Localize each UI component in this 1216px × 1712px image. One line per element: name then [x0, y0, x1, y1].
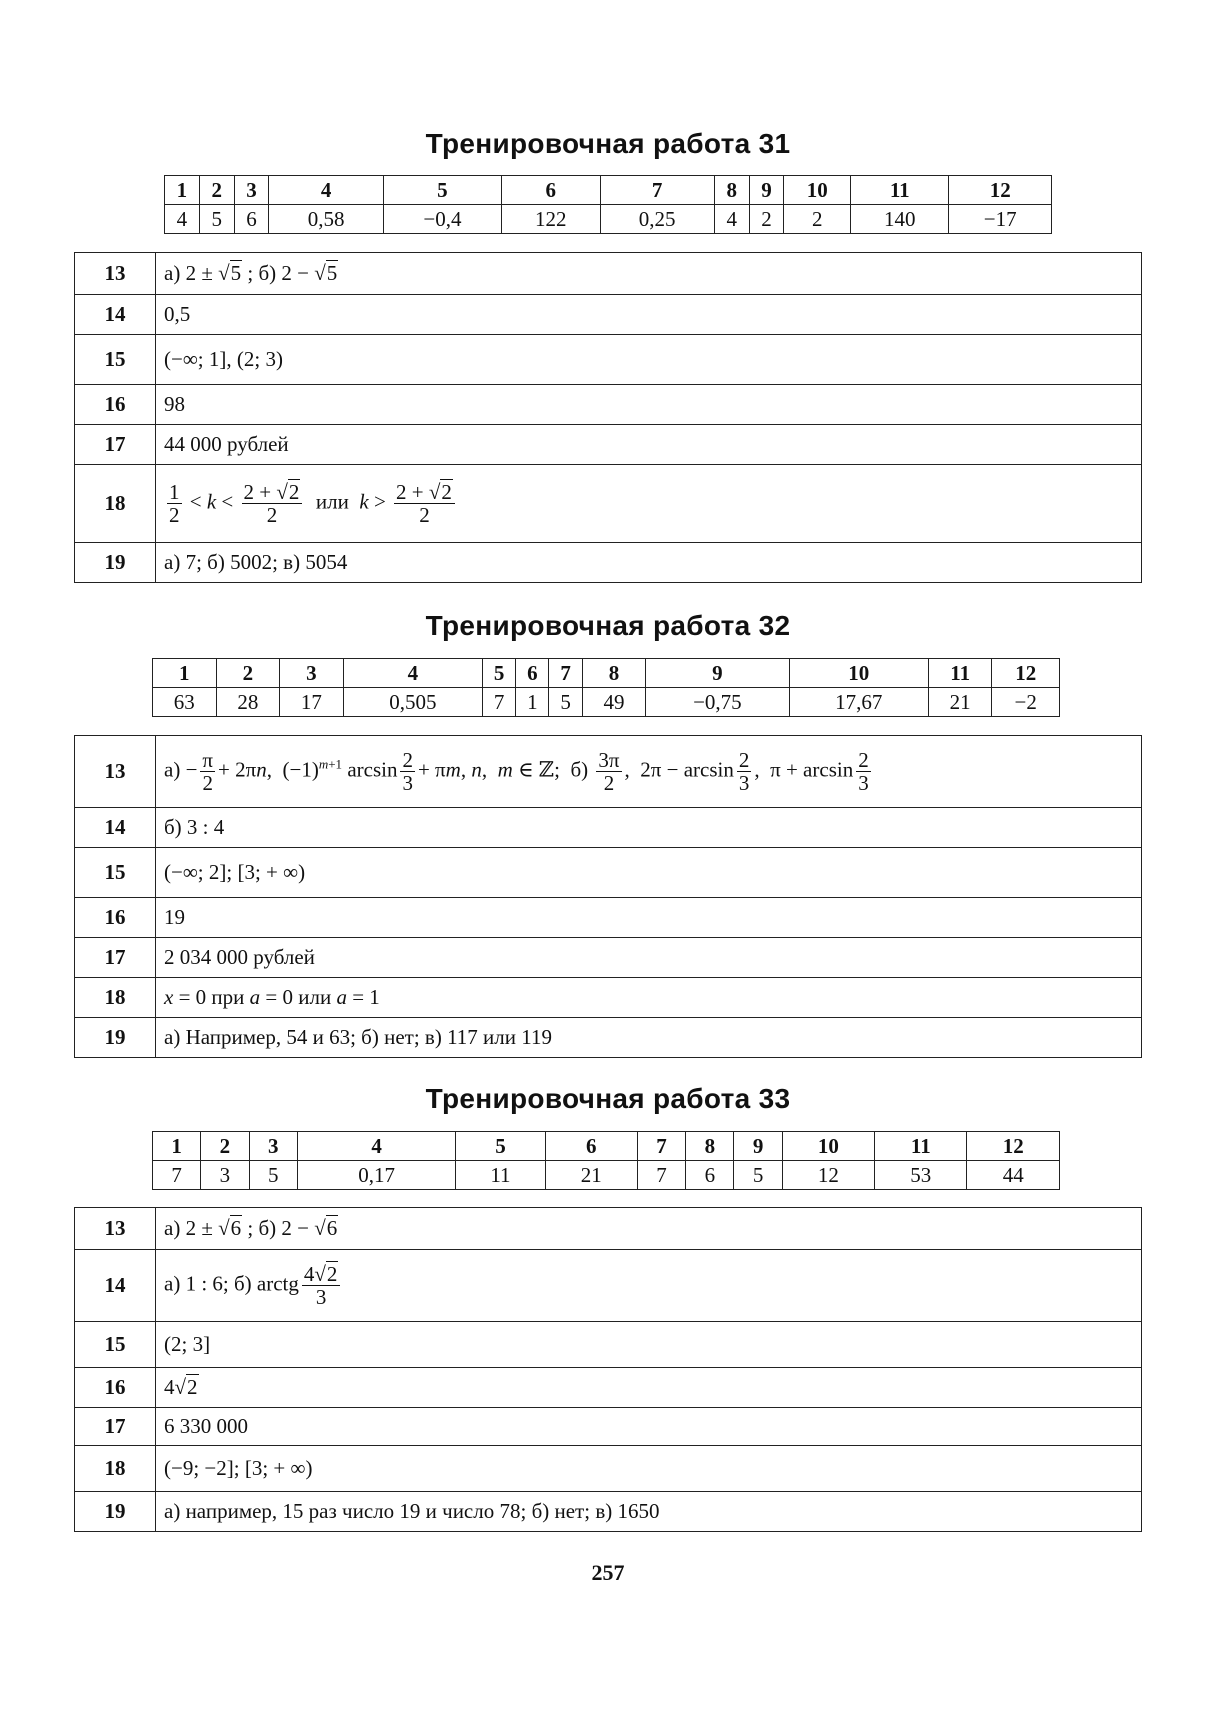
task-answer: б) 3 : 4 — [156, 808, 1142, 848]
header-cell: 2 — [199, 176, 234, 205]
task-number: 19 — [75, 1018, 156, 1058]
answer-cell: −17 — [949, 205, 1052, 234]
answer-cell: 5 — [249, 1161, 297, 1190]
task-answer: 98 — [156, 385, 1142, 425]
task-number: 17 — [75, 425, 156, 465]
answer-cell: 28 — [216, 688, 280, 717]
table-row — [75, 1368, 1142, 1408]
task-number: 15 — [75, 335, 156, 385]
table-row — [75, 385, 1142, 425]
task-answer: x = 0 при a = 0 или a = 1 — [156, 978, 1142, 1018]
table-row — [75, 1018, 1142, 1058]
answer-cell: 4 — [714, 205, 749, 234]
answer-cell: 49 — [582, 688, 646, 717]
table-row — [75, 978, 1142, 1018]
table-row — [75, 938, 1142, 978]
task-answer: а) Например, 54 и 63; б) нет; в) 117 или 119 — [156, 1018, 1142, 1058]
task-number: 13 — [75, 736, 156, 808]
table-row — [75, 736, 1142, 808]
answer-cell: 2 — [749, 205, 784, 234]
task-answer: 44 000 рублей — [156, 425, 1142, 465]
header-cell: 1 — [153, 659, 217, 688]
header-cell: 11 — [875, 1132, 967, 1161]
task-answer: (2; 3] — [156, 1322, 1142, 1368]
work-32-long-table — [74, 735, 1142, 1058]
answer-cell: 0,58 — [269, 205, 383, 234]
header-cell: 8 — [686, 1132, 734, 1161]
answer-cell: 11 — [456, 1161, 545, 1190]
work-31-long-table — [74, 252, 1142, 583]
header-cell: 2 — [201, 1132, 249, 1161]
header-cell: 4 — [269, 176, 383, 205]
header-cell: 3 — [249, 1132, 297, 1161]
task-number: 17 — [75, 1408, 156, 1446]
answer-cell: 6 — [686, 1161, 734, 1190]
header-cell: 8 — [582, 659, 646, 688]
task-number: 18 — [75, 1446, 156, 1492]
task-answer: а) 2 ± √5 ; б) 2 − √5 — [156, 253, 1142, 295]
answer-cell: 0,17 — [297, 1161, 456, 1190]
task-number: 19 — [75, 1492, 156, 1532]
answer-cell: −2 — [992, 688, 1060, 717]
answer-cell: 0,505 — [343, 688, 482, 717]
header-cell: 4 — [343, 659, 482, 688]
answer-cell: 2 — [784, 205, 851, 234]
header-cell: 5 — [383, 176, 501, 205]
answer-cell: 44 — [967, 1161, 1060, 1190]
task-number: 18 — [75, 978, 156, 1018]
task-answer: а) 7; б) 5002; в) 5054 — [156, 543, 1142, 583]
header-cell: 5 — [456, 1132, 545, 1161]
task-number: 18 — [75, 465, 156, 543]
task-number: 14 — [75, 295, 156, 335]
table-row — [75, 808, 1142, 848]
answer-cell: 21 — [545, 1161, 637, 1190]
header-cell: 9 — [749, 176, 784, 205]
header-cell: 3 — [234, 176, 269, 205]
header-cell: 3 — [280, 659, 344, 688]
task-answer: 6 330 000 — [156, 1408, 1142, 1446]
answer-cell: −0,4 — [383, 205, 501, 234]
table-row — [75, 465, 1142, 543]
table-row — [75, 1322, 1142, 1368]
task-number: 14 — [75, 808, 156, 848]
task-number: 16 — [75, 1368, 156, 1408]
header-cell: 12 — [992, 659, 1060, 688]
header-cell: 11 — [851, 176, 949, 205]
task-answer: (−∞; 1], (2; 3) — [156, 335, 1142, 385]
task-answer: 4√2 — [156, 1368, 1142, 1408]
header-cell: 2 — [216, 659, 280, 688]
table-row — [75, 848, 1142, 898]
header-cell: 9 — [734, 1132, 782, 1161]
header-cell: 9 — [646, 659, 789, 688]
task-number: 15 — [75, 1322, 156, 1368]
work-33-long-table — [74, 1207, 1142, 1532]
task-number: 13 — [75, 253, 156, 295]
table-row — [75, 898, 1142, 938]
answer-cell: 7 — [153, 1161, 201, 1190]
header-cell: 12 — [967, 1132, 1060, 1161]
answer-cell: 12 — [782, 1161, 874, 1190]
header-cell: 1 — [153, 1132, 201, 1161]
header-cell: 10 — [784, 176, 851, 205]
task-answer: а) 2 ± √6 ; б) 2 − √6 — [156, 1208, 1142, 1250]
task-answer: 0,5 — [156, 295, 1142, 335]
table-row — [75, 1446, 1142, 1492]
header-cell: 10 — [789, 659, 928, 688]
table-row — [75, 1208, 1142, 1250]
table-row — [75, 1492, 1142, 1532]
answer-cell: 122 — [502, 205, 600, 234]
header-cell: 1 — [165, 176, 200, 205]
task-answer: (−∞; 2]; [3; + ∞) — [156, 848, 1142, 898]
task-answer: $\frac{1}{2}$ < k < $\frac{2 + √2}{2}$ или k > $\frac{2 + √2}{2}$ — [156, 465, 1142, 543]
answer-cell: 17 — [280, 688, 344, 717]
table-row — [75, 335, 1142, 385]
task-number: 16 — [75, 385, 156, 425]
header-cell: 4 — [297, 1132, 456, 1161]
table-row — [75, 1408, 1142, 1446]
header-cell: 10 — [782, 1132, 874, 1161]
work-33-short-table — [152, 1131, 1060, 1190]
header-cell: 6 — [502, 176, 600, 205]
answer-cell: 7 — [483, 688, 516, 717]
page-number: 257 — [591, 1560, 625, 1585]
answer-cell: 1 — [516, 688, 549, 717]
header-cell: 5 — [483, 659, 516, 688]
table-row — [75, 543, 1142, 583]
header-cell: 8 — [714, 176, 749, 205]
task-answer: а) − $\frac{\pi}{2}$ + 2πn, $(-1)^{m+1}$ arcsin $\frac{2}{3}$ + πm, n, m ∈ ℤ; б) $\frac{3\pi}{2}$ , 2π − arcsin $\frac{2}{3}$ , π + arcsin $\frac{2}{3}$ — [156, 736, 1142, 808]
answer-cell: 7 — [637, 1161, 685, 1190]
answer-cell: 140 — [851, 205, 949, 234]
table-row — [75, 1250, 1142, 1322]
answer-cell: −0,75 — [646, 688, 789, 717]
table-row — [75, 295, 1142, 335]
task-number: 14 — [75, 1250, 156, 1322]
answer-cell: 0,25 — [600, 205, 714, 234]
task-number: 15 — [75, 848, 156, 898]
answer-cell: 53 — [875, 1161, 967, 1190]
task-answer: 19 — [156, 898, 1142, 938]
answer-cell: 5 — [199, 205, 234, 234]
work-32-title: Тренировочная работа 32 — [425, 610, 791, 641]
table-row — [75, 253, 1142, 295]
task-answer: 2 034 000 рублей — [156, 938, 1142, 978]
task-answer: а) 1 : 6; б) arctg $\frac{4√2}{3}$ — [156, 1250, 1142, 1322]
header-cell: 7 — [549, 659, 582, 688]
work-31-short-table — [164, 175, 1052, 234]
answer-cell: 21 — [928, 688, 992, 717]
header-cell: 6 — [545, 1132, 637, 1161]
header-cell: 7 — [637, 1132, 685, 1161]
header-cell: 6 — [516, 659, 549, 688]
answer-cell: 5 — [734, 1161, 782, 1190]
task-answer: (−9; −2]; [3; + ∞) — [156, 1446, 1142, 1492]
task-number: 16 — [75, 898, 156, 938]
task-answer: а) например, 15 раз число 19 и число 78; б) нет; в) 1650 — [156, 1492, 1142, 1532]
answer-cell: 4 — [165, 205, 200, 234]
table-row — [75, 425, 1142, 465]
work-33-title: Тренировочная работа 33 — [425, 1083, 791, 1114]
header-cell: 7 — [600, 176, 714, 205]
answer-cell: 6 — [234, 205, 269, 234]
header-cell: 12 — [949, 176, 1052, 205]
work-31-title: Тренировочная работа 31 — [425, 128, 791, 159]
answer-cell: 63 — [153, 688, 217, 717]
answer-cell: 3 — [201, 1161, 249, 1190]
work-32-short-table — [152, 658, 1060, 717]
task-number: 13 — [75, 1208, 156, 1250]
answer-cell: 17,67 — [789, 688, 928, 717]
header-cell: 11 — [928, 659, 992, 688]
task-number: 19 — [75, 543, 156, 583]
answer-cell: 5 — [549, 688, 582, 717]
task-number: 17 — [75, 938, 156, 978]
